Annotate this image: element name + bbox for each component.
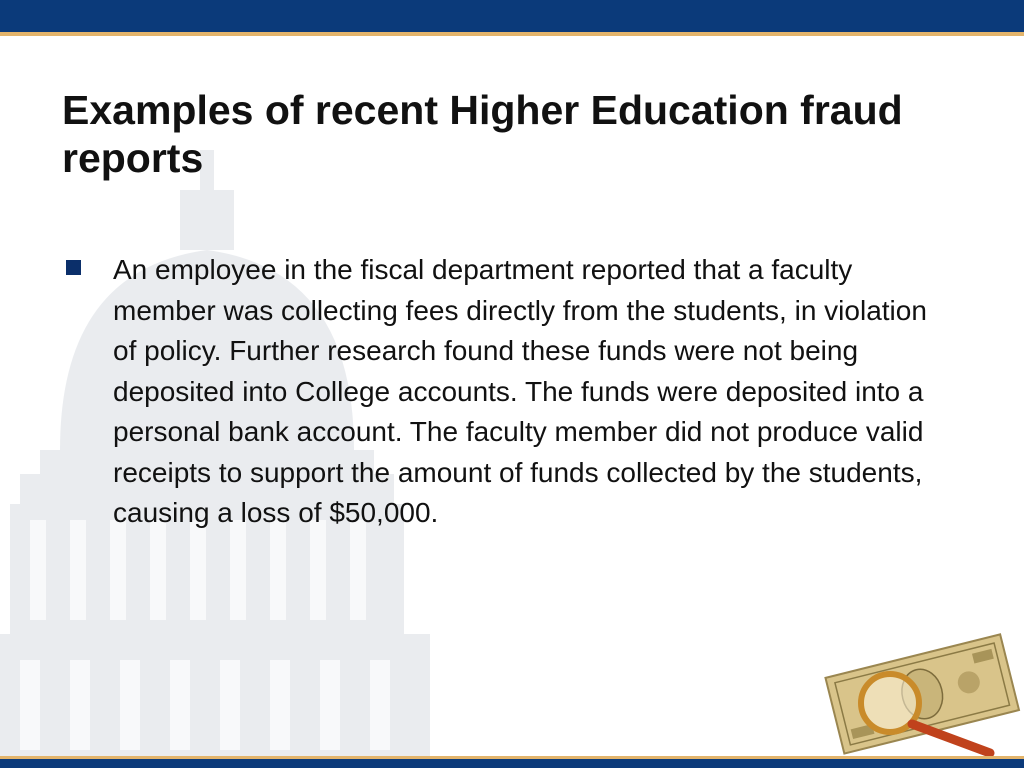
- top-banner: [0, 0, 1024, 36]
- square-bullet-icon: [66, 260, 81, 275]
- bullet-text: An employee in the fiscal department reported that a faculty member was collecting fees directly from the students, in violation of policy. Further research found these funds were not being deposited into College accounts. The funds were deposited into a personal bank account. The faculty member did not produce valid receipts to support the amount of funds collected by the students, causing a loss of $50,000.: [113, 254, 927, 528]
- slide-title: Examples of recent Higher Education fraud reports: [62, 87, 903, 181]
- bottom-banner: [0, 756, 1024, 768]
- dollar-bill-magnifying-glass-image: [820, 625, 1024, 761]
